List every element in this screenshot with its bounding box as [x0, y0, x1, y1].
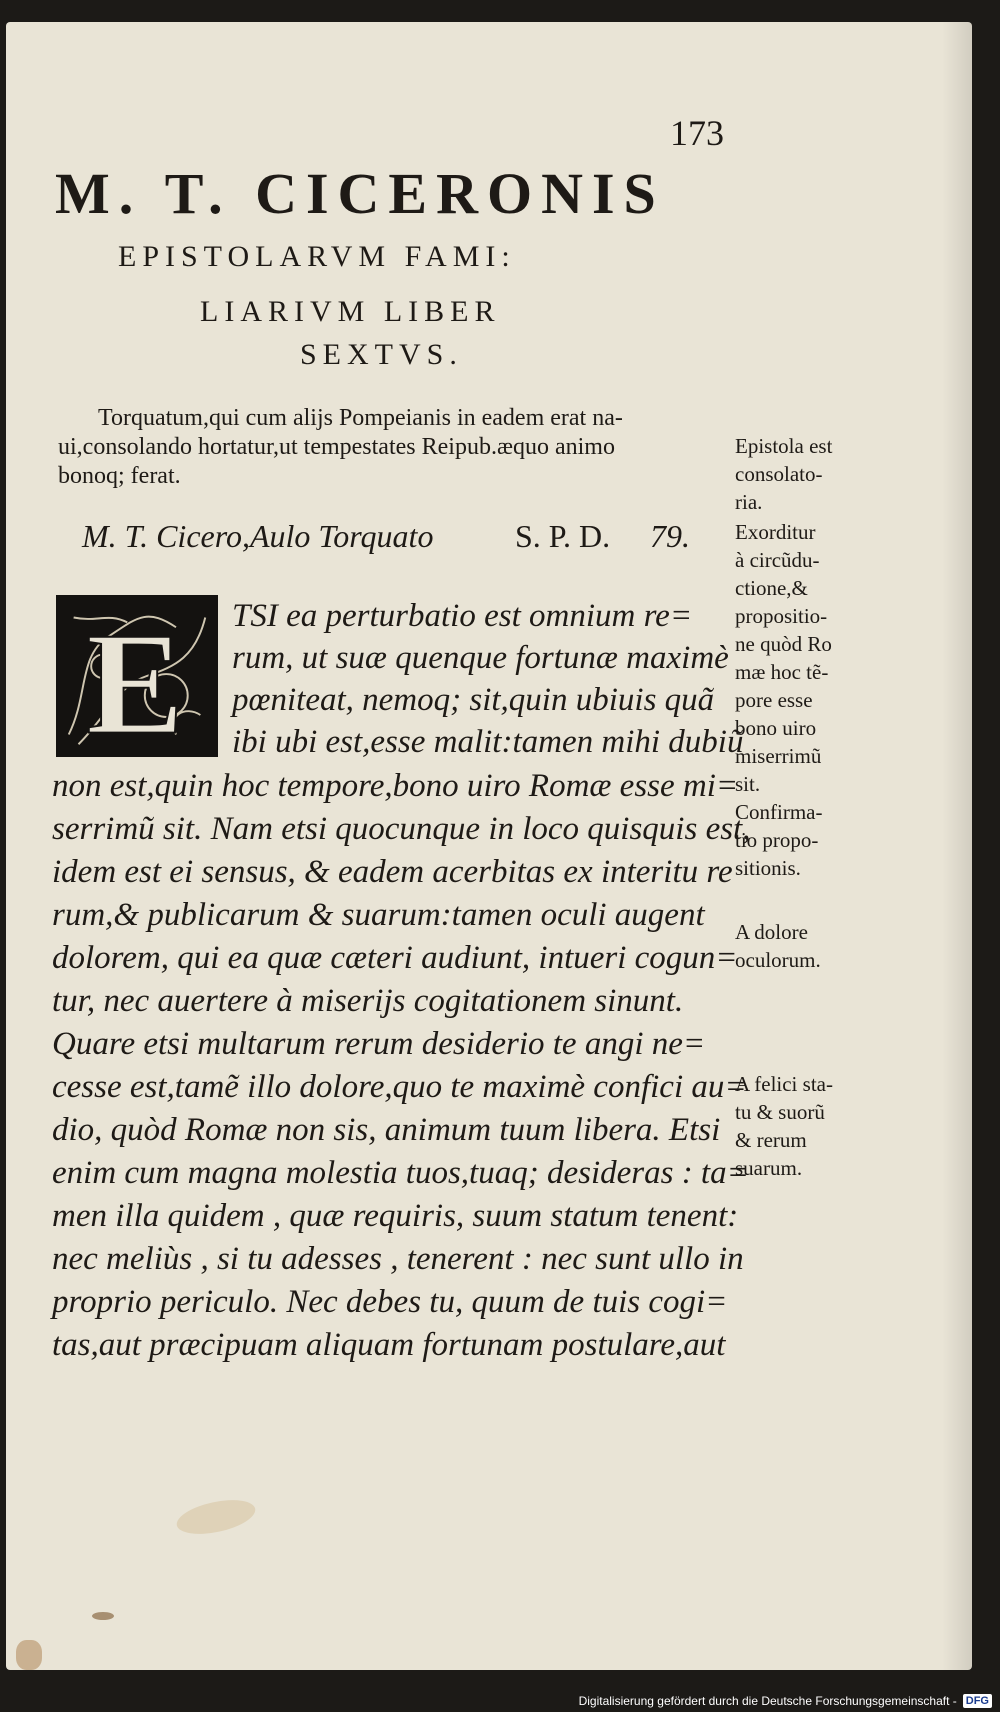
body-line-10: tur, nec auertere à miserijs cogitationem sinunt.: [52, 983, 684, 1019]
subtitle-line-1: EPISTOLARVM FAMI:: [118, 240, 516, 273]
ornament-icon: [59, 598, 215, 754]
margin-note-4: Exorditur: [735, 520, 816, 544]
body-line-6: serrimũ sit. Nam etsi quocunque in loco quisquis est,: [52, 811, 751, 847]
summary-line-3: bonoq; ferat.: [58, 463, 181, 489]
body-line-16: nec meliùs , si tu adesses , tenerent : nec sunt ullo in: [52, 1241, 744, 1277]
decorated-initial: [56, 595, 218, 757]
margin-note-17: A dolore: [735, 920, 808, 944]
body-line-12: cesse est,tamẽ illo dolore,quo te maximè confici au=: [52, 1069, 747, 1105]
body-line-13: dio, quòd Romæ non sis, animum tuum libera. Etsi: [52, 1112, 721, 1148]
body-line-2: rum, ut suæ quenque fortunæ maximè: [232, 640, 729, 676]
margin-note-11: bono uiro: [735, 716, 817, 740]
margin-note-15: tio propo-: [735, 828, 819, 852]
margin-note-16: sitionis.: [735, 856, 801, 880]
margin-note-13: sit.: [735, 772, 761, 796]
margin-note-7: propositio-: [735, 604, 828, 628]
body-line-7: idem est ei sensus, & eadem acerbitas ex interitu re: [52, 854, 733, 890]
body-line-3: pœniteat, nemoq; sit,quin ubiuis quã: [232, 682, 715, 718]
footer-credit: Digitalisierung gefördert durch die Deutsche Forschungsgemeinschaft -: [578, 1694, 957, 1708]
summary-line-1: Torquatum,qui cum alijs Pompeianis in eadem erat na-: [98, 405, 623, 431]
body-line-11: Quare etsi multarum rerum desiderio te angi ne=: [52, 1026, 706, 1062]
address-number: 79.: [650, 518, 690, 554]
margin-note-20: tu & suorũ: [735, 1100, 825, 1124]
body-line-18: tas,aut præcipuam aliquam fortunam postulare,aut: [52, 1327, 726, 1363]
margin-note-22: suarum.: [735, 1156, 803, 1180]
margin-note-2: consolato-: [735, 462, 823, 486]
body-line-17: proprio periculo. Nec debes tu, quum de tuis cogi=: [52, 1284, 728, 1320]
paper-stain: [174, 1494, 258, 1540]
margin-note-3: ria.: [735, 490, 763, 514]
dfg-logo: DFG: [963, 1694, 992, 1708]
page-number: 173: [670, 113, 724, 153]
margin-note-12: miserrimũ: [735, 744, 822, 768]
address-name: M. T. Cicero,Aulo Torquato: [82, 518, 434, 554]
address-formula: S. P. D.: [515, 518, 611, 554]
corner-damage: [16, 1640, 42, 1670]
initial-letter: E: [86, 602, 184, 754]
page-title: M. T. CICERONIS: [55, 161, 665, 226]
margin-note-19: A felici sta-: [735, 1072, 833, 1096]
subtitle-line-2: LIARIVM LIBER: [200, 295, 501, 328]
page-edge-shadow: [942, 22, 972, 1670]
body-line-8: rum,& publicarum & suarum:tamen oculi augent: [52, 897, 705, 933]
summary-line-2: ui,consolando hortatur,ut tempestates Reipub.æquo animo: [58, 434, 615, 460]
margin-note-21: & rerum: [735, 1128, 807, 1152]
body-line-9: dolorem, qui ea quæ cæteri audiunt, intueri cogun=: [52, 940, 738, 976]
margin-note-14: Confirma-: [735, 800, 823, 824]
margin-note-18: oculorum.: [735, 948, 821, 972]
body-line-14: enim cum magna molestia tuos,tuaq; desideras : ta=: [52, 1155, 749, 1191]
margin-note-9: mæ hoc tẽ-: [735, 660, 829, 684]
body-line-4: ibi ubi est,esse malit:tamen mihi dubiũ: [232, 724, 744, 760]
footer-bar: [0, 1690, 1000, 1712]
margin-note-5: à circũdu-: [735, 548, 820, 572]
margin-note-1: Epistola est: [735, 434, 833, 458]
body-line-5: non est,quin hoc tempore,bono uiro Romæ esse mi=: [52, 768, 739, 804]
body-line-1: TSI ea perturbatio est omnium re=: [232, 598, 693, 634]
margin-note-8: ne quòd Ro: [735, 632, 832, 656]
subtitle-line-3: SEXTVS.: [300, 338, 463, 371]
margin-note-6: ctione,&: [735, 576, 808, 600]
ink-spot: [92, 1612, 114, 1620]
margin-note-10: pore esse: [735, 688, 813, 712]
body-line-15: men illa quidem , quæ requiris, suum statum tenent:: [52, 1198, 739, 1234]
